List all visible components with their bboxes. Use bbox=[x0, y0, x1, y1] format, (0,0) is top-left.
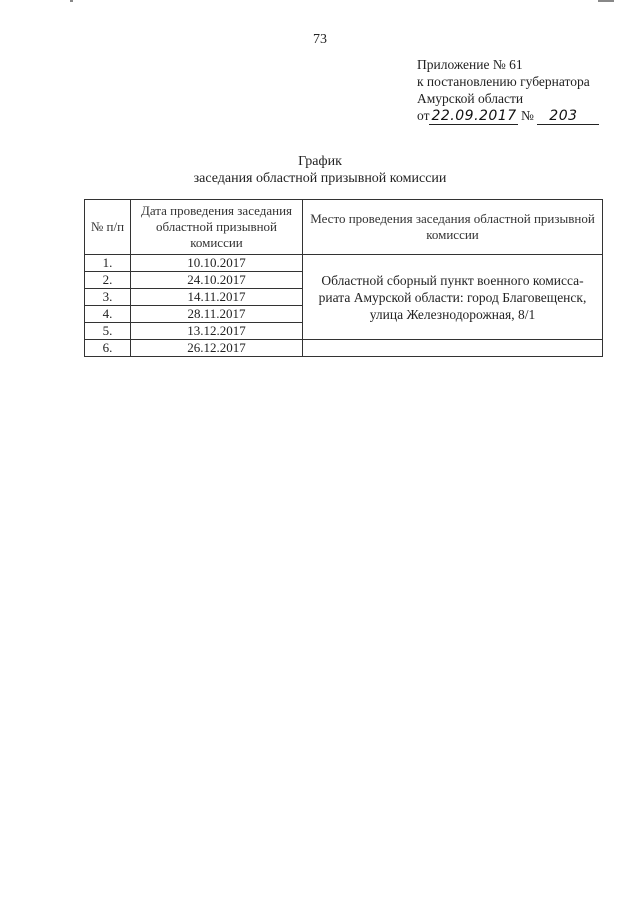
scan-mark-top-right bbox=[598, 0, 614, 2]
handwritten-date: 22.09.2017 bbox=[431, 108, 517, 124]
appendix-date-number-line bbox=[417, 107, 637, 125]
row-number: 1. bbox=[85, 255, 131, 272]
table-row bbox=[85, 255, 603, 272]
header-number: № п/п bbox=[85, 200, 131, 255]
appendix-reference: к постановлению губернатора bbox=[417, 74, 590, 89]
row-date: 28.11.2017 bbox=[131, 306, 303, 323]
meeting-place: Областной сборный пункт военного комисса-риата Амурской области: город Благовещенск, улица Железнодорожная, 8/1 bbox=[303, 255, 603, 340]
number-label: № bbox=[521, 108, 534, 123]
row-date: 10.10.2017 bbox=[131, 255, 303, 272]
row-date: 13.12.2017 bbox=[131, 323, 303, 340]
table-header-row bbox=[85, 200, 603, 255]
table-row bbox=[85, 340, 603, 357]
header-place: Место проведения заседания областной призывной комиссии bbox=[303, 200, 603, 255]
document-title bbox=[0, 153, 640, 187]
row-date: 14.11.2017 bbox=[131, 289, 303, 306]
row-number: 6. bbox=[85, 340, 131, 357]
row-number: 4. bbox=[85, 306, 131, 323]
handwritten-number: 203 bbox=[537, 109, 599, 125]
row-date: 24.10.2017 bbox=[131, 272, 303, 289]
title-main: График bbox=[298, 154, 342, 169]
schedule-table bbox=[84, 199, 603, 357]
appendix-title: Приложение № 61 bbox=[417, 57, 523, 72]
appendix-region: Амурской области bbox=[417, 91, 524, 106]
from-label: от bbox=[417, 108, 430, 123]
row-number: 5. bbox=[85, 323, 131, 340]
row-number: 3. bbox=[85, 289, 131, 306]
appendix-block bbox=[417, 56, 637, 125]
row-number: 2. bbox=[85, 272, 131, 289]
title-subtitle: заседания областной призывной комиссии bbox=[193, 171, 447, 186]
page-number: 73 bbox=[313, 32, 327, 47]
scan-mark-top-left bbox=[70, 0, 73, 2]
header-date: Дата проведения заседания областной призывной комиссии bbox=[131, 200, 303, 255]
empty-place-cell bbox=[303, 340, 603, 357]
row-date: 26.12.2017 bbox=[131, 340, 303, 357]
